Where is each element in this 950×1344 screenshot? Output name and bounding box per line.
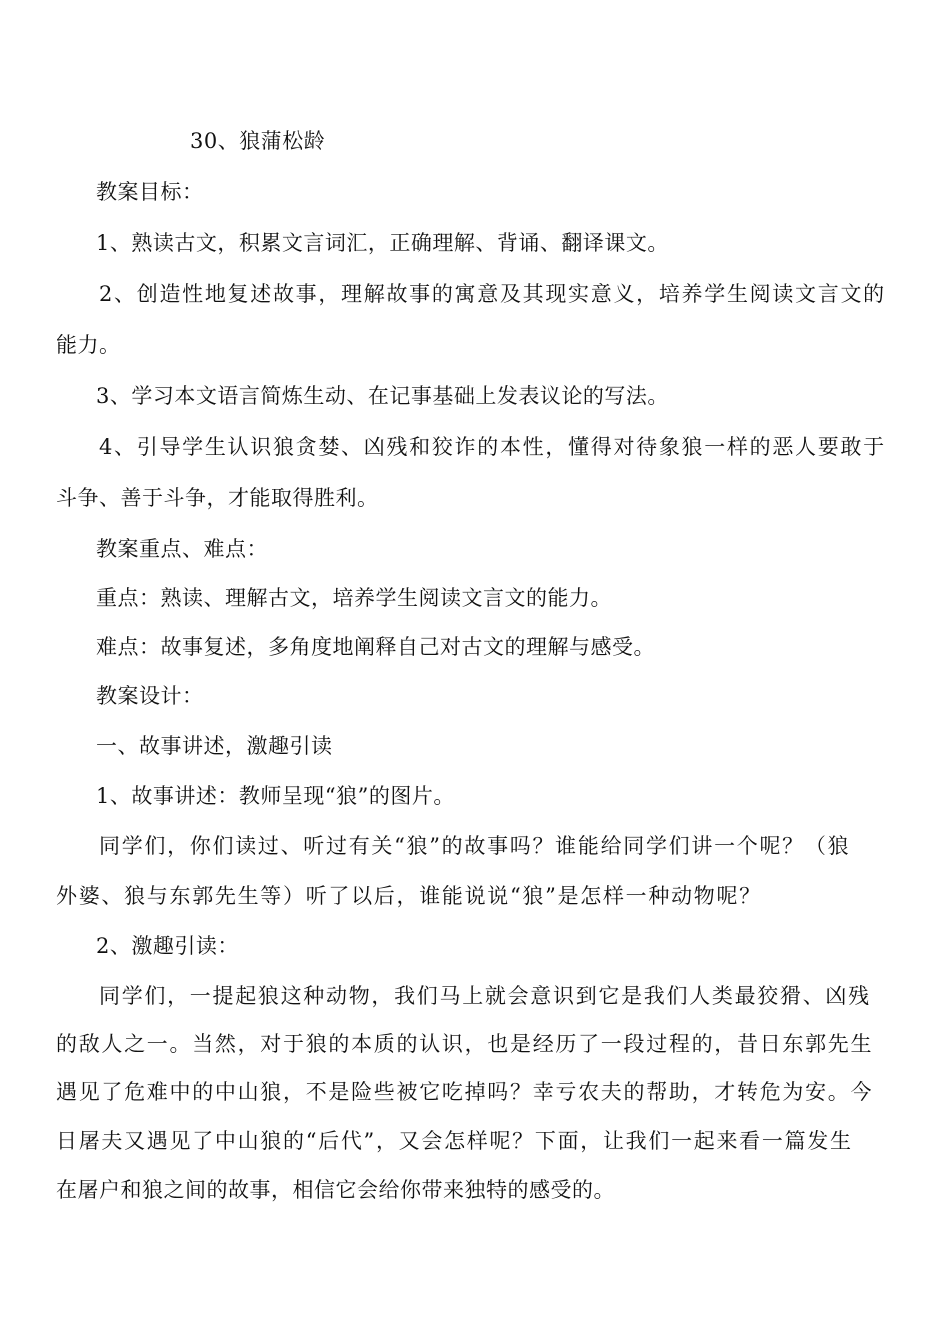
section-1-item-2: 2、激趣引读： [96,934,239,958]
section-1-paragraph-1-line-1: 同学们，你们读过、听过有关“狼”的故事吗？谁能给同学们讲一个呢？（狼 [99,834,851,858]
objective-4-line-1: 4、引导学生认识狼贪婪、凶残和狡诈的本性，懂得对待象狼一样的恶人要敢于 [99,435,886,459]
section-1-paragraph-2-line-4: 日屠夫又遇见了中山狼的“后代”，又会怎样呢？下面，让我们一起来看一篇发生 [56,1129,853,1153]
design-heading: 教案设计： [96,684,204,708]
section-1-paragraph-2-line-2: 的敌人之一。当然，对于狼的本质的认识，也是经历了一段过程的，昔日东郭先生 [56,1032,874,1056]
lesson-title: 30、狼蒲松龄 [190,129,326,153]
section-1-heading: 一、故事讲述，激趣引读 [96,734,333,758]
objective-3: 3、学习本文语言简炼生动、在记事基础上发表议论的写法。 [96,384,669,408]
section-1-paragraph-2-line-1: 同学们，一提起狼这种动物，我们马上就会意识到它是我们人类最狡猾、凶残 [99,984,871,1008]
objective-2-line-2: 能力。 [56,333,121,357]
objectives-heading: 教案目标： [96,180,204,204]
objective-2-line-1: 2、创造性地复述故事，理解故事的寓意及其现实意义，培养学生阅读文言文的 [99,282,886,306]
keypoint-text: 重点：熟读、理解古文，培养学生阅读文言文的能力。 [96,586,612,610]
keypoints-heading: 教案重点、难点： [96,537,268,561]
objective-1: 1、熟读古文，积累文言词汇，正确理解、背诵、翻译课文。 [96,231,669,255]
section-1-paragraph-2-line-3: 遇见了危难中的中山狼，不是险些被它吃掉吗？幸亏农夫的帮助，才转危为安。今 [56,1080,874,1104]
section-1-item-1: 1、故事讲述：教师呈现“狼”的图片。 [96,784,455,808]
section-1-paragraph-1-line-2: 外婆、狼与东郭先生等）听了以后，谁能说说“狼”是怎样一种动物呢？ [56,884,762,908]
section-1-paragraph-2-line-5: 在屠户和狼之间的故事，相信它会给你带来独特的感受的。 [56,1178,615,1202]
objective-4-line-2: 斗争、善于斗争，才能取得胜利。 [56,486,379,510]
difficulty-text: 难点：故事复述，多角度地阐释自己对古文的理解与感受。 [96,635,655,659]
